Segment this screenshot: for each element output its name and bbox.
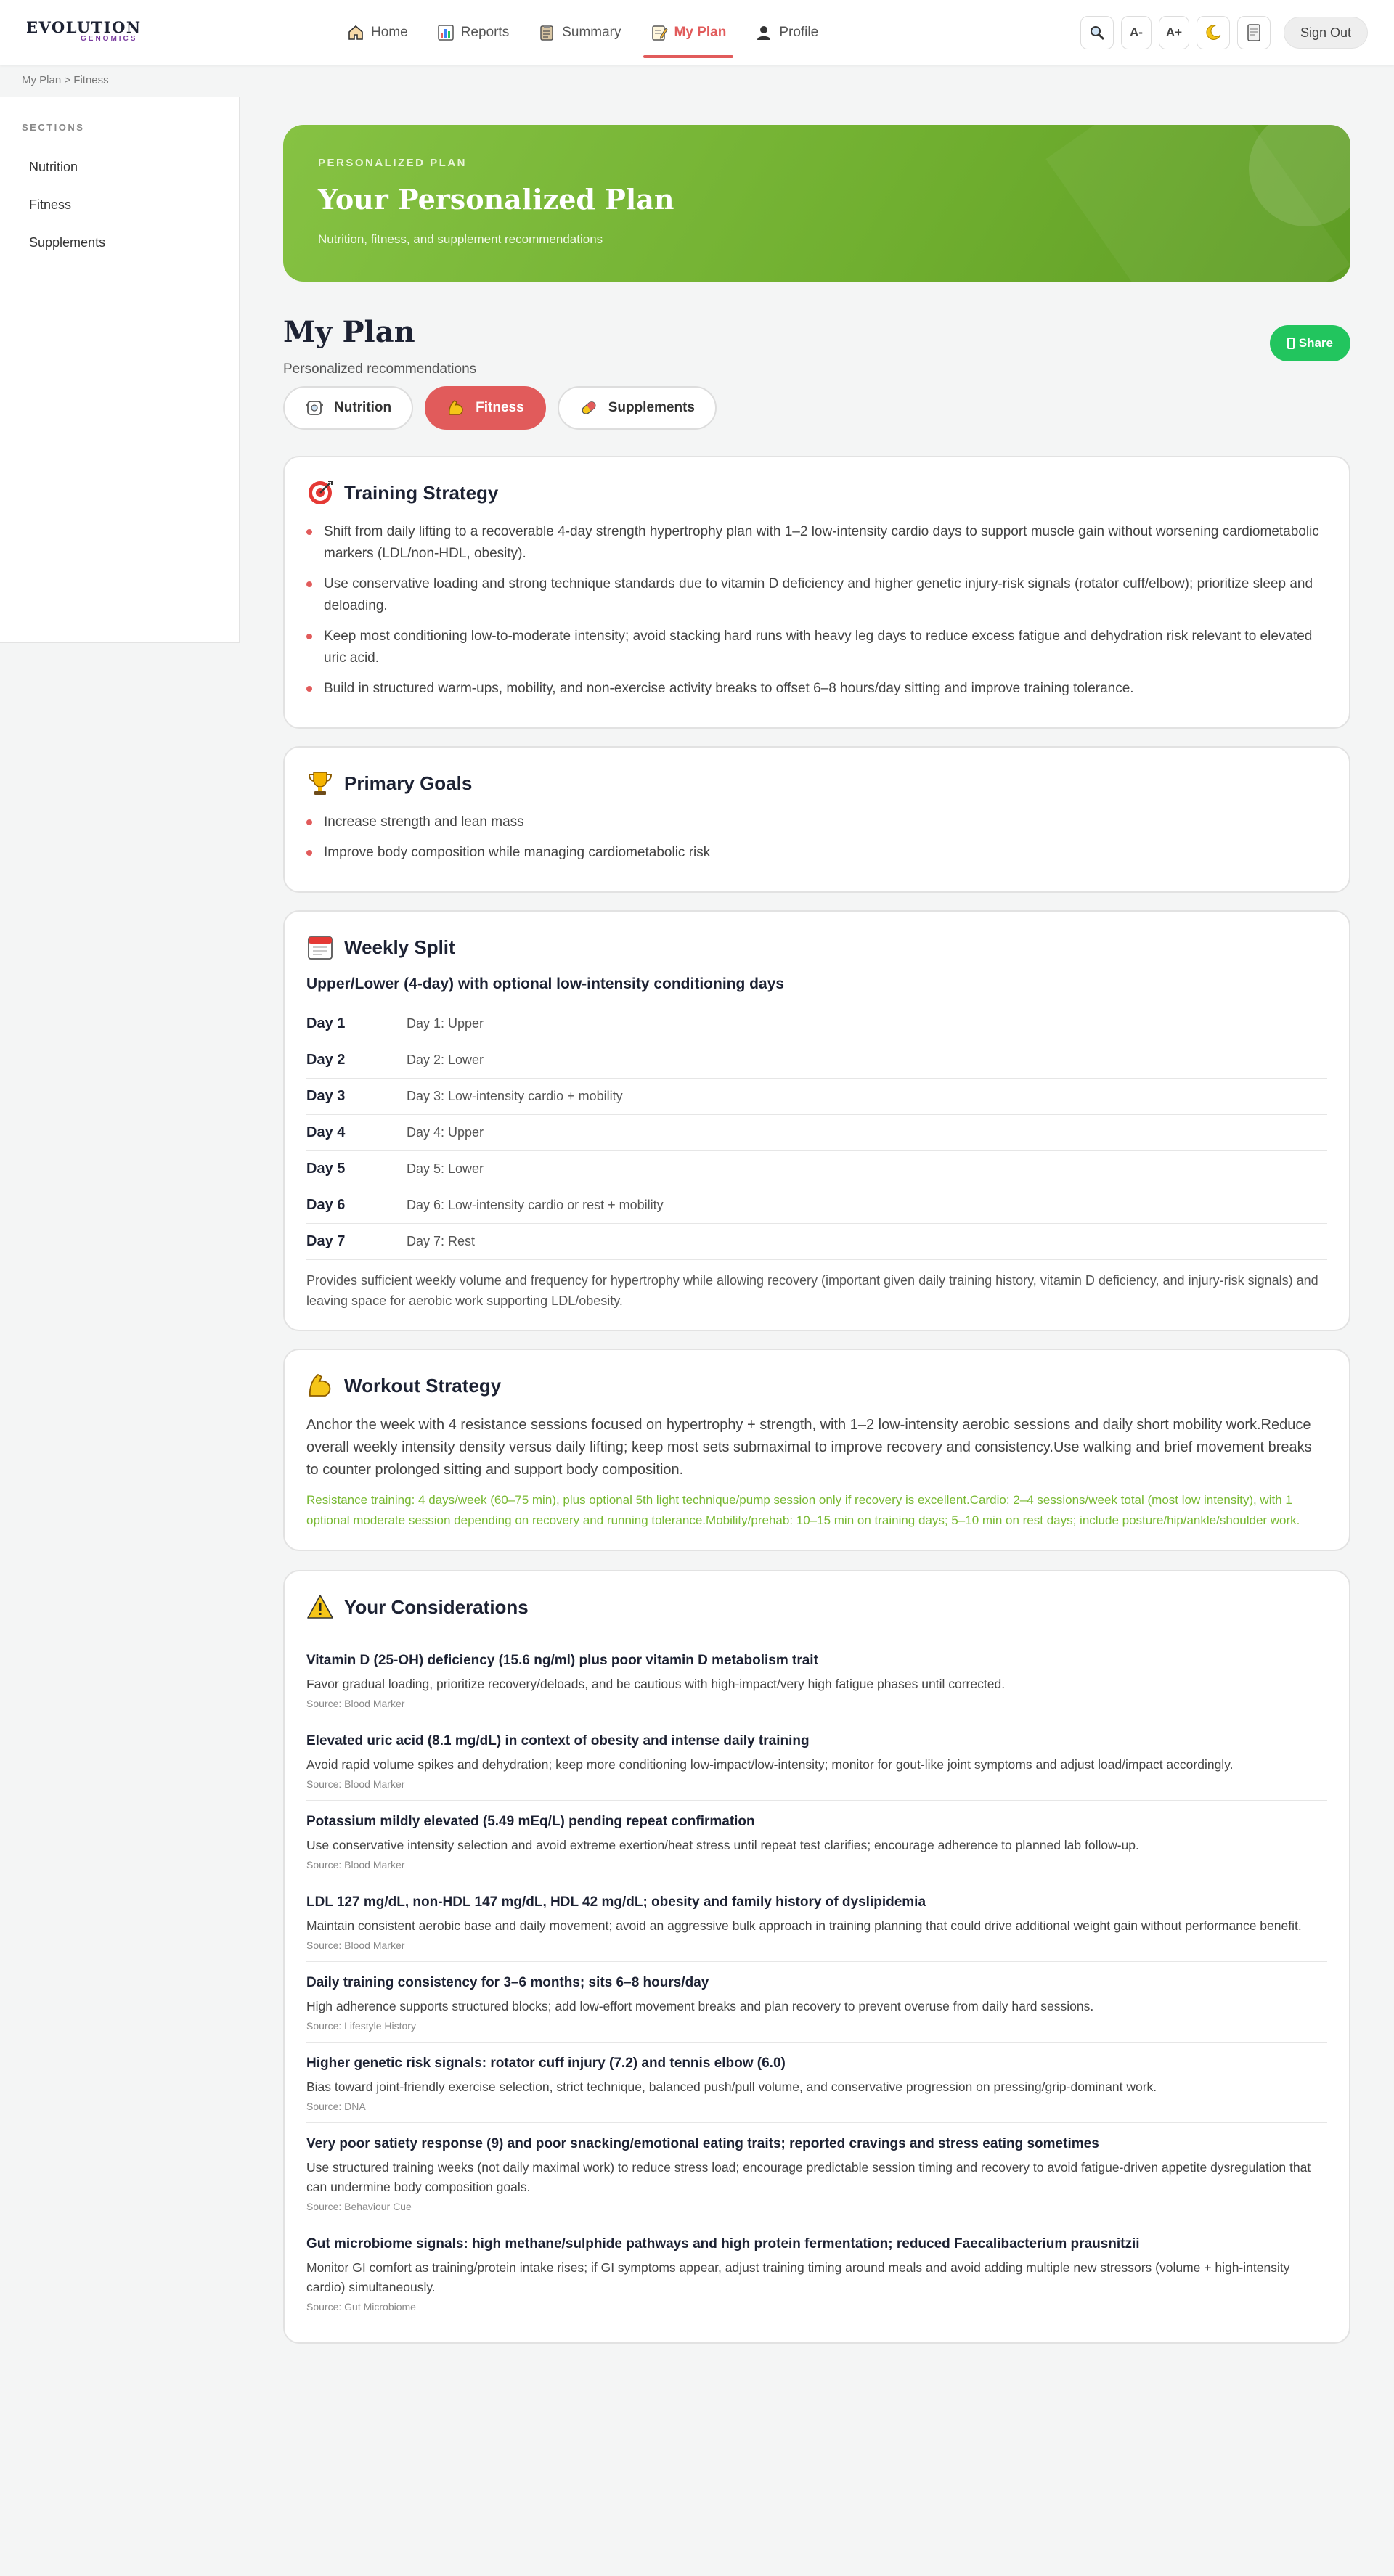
day-label: Day 1 — [306, 1015, 346, 1031]
phone-icon — [1287, 338, 1295, 349]
primary-goals-header — [306, 769, 1327, 797]
table-row — [306, 1115, 1327, 1151]
home-icon — [347, 24, 364, 41]
day-value: Day 3: Low-intensity cardio + mobility — [407, 1089, 623, 1103]
nav-reports-label: Reports — [460, 25, 510, 40]
weekly-split-header — [306, 933, 1327, 961]
plan-tabs — [283, 386, 717, 430]
workout-strategy-text: Anchor the week with 4 resistance sessions focused on hypertrophy + strength, with 1–2 low-intensity aerobic sessions and daily short mobility work.Reduce overall weekly intensity density versus daily lifting; keep most sets submaximal to improve recovery and consistency.Use walking and brief movement breaks to counter prolonged sitting and support body composition. — [306, 1417, 1312, 1478]
day-label: Day 7 — [306, 1233, 346, 1249]
primary-goals-title: Primary Goals — [344, 772, 473, 794]
weekly-split-title: Weekly Split — [344, 936, 455, 958]
consideration-text: Maintain consistent aerobic base and daily movement; avoid an aggressive bulk approach in training planning that could drive additional weight gain without performance benefit. — [306, 1918, 1302, 1933]
consideration-title: Potassium mildly elevated (5.49 mEq/L) pending repeat confirmation — [306, 1814, 755, 1829]
top-header — [0, 0, 1394, 65]
font-decrease-button[interactable]: A- — [1121, 16, 1152, 49]
list-item — [306, 1640, 1327, 1720]
main-nav — [334, 0, 831, 65]
font-increase-button[interactable]: A+ — [1159, 16, 1189, 49]
primary-goals-card — [283, 746, 1350, 893]
tab-nutrition[interactable] — [283, 386, 413, 430]
share-label: Share — [1298, 336, 1333, 350]
consideration-text: High adherence supports structured blocks; add low-effort movement breaks and plan recovery to prevent overuse from daily hard sessions. — [306, 1999, 1094, 2013]
consideration-text: Use conservative intensity selection and avoid extreme exertion/heat stress until repeat test clarifies; encourage adherence to planned lab follow-up. — [306, 1838, 1139, 1852]
training-strategy-header — [306, 479, 1327, 507]
sidebar-item-supplements[interactable]: Supplements — [29, 235, 106, 250]
consideration-title: Gut microbiome signals: high methane/sulphide pathways and high protein fermentation; reduced Faecalibacterium prausnitzii — [306, 2236, 1140, 2252]
list-item — [306, 1720, 1327, 1801]
list-item: Keep most conditioning low-to-moderate intensity; avoid stacking hard runs with heavy leg days to reduce excess fatigue and dehydration risk relevant to elevated uric acid. — [306, 626, 1327, 669]
day-label: Day 4 — [306, 1124, 346, 1140]
search-icon — [1088, 24, 1106, 41]
nav-my-plan-label: My Plan — [674, 25, 727, 40]
clipboard-icon — [538, 24, 555, 41]
hero-banner — [283, 125, 1350, 282]
nav-summary-label: Summary — [562, 25, 621, 40]
consideration-title: Elevated uric acid (8.1 mg/dL) in context of obesity and intense daily training — [306, 1733, 810, 1749]
breadcrumb[interactable]: My Plan > Fitness — [22, 74, 109, 86]
nav-home[interactable] — [334, 17, 421, 48]
nav-profile-label: Profile — [779, 25, 819, 40]
considerations-card — [283, 1570, 1350, 2344]
logo[interactable] — [26, 18, 142, 43]
table-row — [306, 1006, 1327, 1042]
trophy-icon — [306, 769, 334, 797]
day-value: Day 7: Rest — [407, 1234, 476, 1248]
consideration-text: Avoid rapid volume spikes and dehydration; keep more conditioning low-impact/low-intensity; monitor for gout-like joint symptoms and adjust load/impact accordingly. — [306, 1757, 1234, 1772]
calendar-icon — [306, 933, 334, 961]
bar-chart-icon — [437, 24, 455, 41]
nav-summary[interactable] — [525, 17, 634, 48]
hero-title: Your Personalized Plan — [318, 183, 674, 216]
consideration-title: Higher genetic risk signals: rotator cuff injury (7.2) and tennis elbow (6.0) — [306, 2056, 786, 2071]
list-item — [306, 1962, 1327, 2043]
list-item — [306, 2043, 1327, 2123]
page-title: My Plan — [283, 315, 415, 349]
training-strategy-card — [283, 456, 1350, 729]
sidebar — [0, 97, 240, 643]
nav-profile[interactable] — [742, 17, 831, 48]
table-row — [306, 1079, 1327, 1115]
consideration-source: Source: Blood Marker — [306, 1778, 405, 1790]
search-button[interactable] — [1080, 16, 1114, 49]
document-button[interactable] — [1237, 16, 1271, 49]
workout-strategy-highlight: Resistance training: 4 days/week (60–75 min), plus optional 5th light technique/pump session only if recovery is excellent.Cardio: 2–4 sessions/week total (most low intensity), with 1 optional moderate session depending on recovery and running tolerance.Mobility/prehab: 10–15 min on training days; 5–10 min on rest days; include posture/hip/ankle/shoulder work. — [306, 1493, 1300, 1527]
consideration-text: Favor gradual loading, prioritize recovery/deloads, and be cautious with high-impact/very high fatigue phases until corrected. — [306, 1677, 1006, 1691]
logo-main: EVOLUTION — [26, 18, 142, 36]
pill-icon — [579, 398, 598, 417]
workout-strategy-header — [306, 1372, 1327, 1399]
consideration-text: Monitor GI comfort as training/protein intake rises; if GI symptoms appear, adjust training timing around meals and avoid adding multiple new stressors (volume + high-intensity cardio) simultaneously. — [306, 2260, 1290, 2294]
list-item: Increase strength and lean mass — [306, 811, 1327, 833]
dark-mode-button[interactable] — [1197, 16, 1230, 49]
target-icon — [306, 479, 334, 507]
primary-goals-list — [306, 811, 1327, 864]
day-label: Day 2 — [306, 1052, 346, 1068]
food-icon — [305, 398, 324, 417]
list-item — [306, 2123, 1327, 2223]
share-button[interactable] — [1270, 325, 1350, 361]
flexed-arm-icon — [306, 1372, 334, 1399]
consideration-source: Source: Gut Microbiome — [306, 2301, 416, 2313]
table-row — [306, 1224, 1327, 1260]
day-label: Day 6 — [306, 1197, 346, 1213]
hero-eyebrow: PERSONALIZED PLAN — [318, 157, 468, 169]
consideration-text: Use structured training weeks (not daily maximal work) to reduce stress load; encourage predictable session timing and recovery to avoid fatigue-driven appetite dysregulation that can undermine body composition goals. — [306, 2160, 1311, 2194]
workout-strategy-title: Workout Strategy — [344, 1374, 502, 1397]
table-row — [306, 1042, 1327, 1079]
sidebar-item-nutrition[interactable]: Nutrition — [29, 160, 78, 174]
consideration-title: LDL 127 mg/dL, non-HDL 147 mg/dL, HDL 42 mg/dL; obesity and family history of dyslipidemia — [306, 1894, 926, 1910]
day-value: Day 6: Low-intensity cardio or rest + mobility — [407, 1198, 664, 1212]
day-label: Day 5 — [306, 1161, 346, 1177]
weekly-split-card — [283, 910, 1350, 1331]
sign-out-button[interactable]: Sign Out — [1284, 17, 1368, 49]
consideration-source: Source: Blood Marker — [306, 1698, 405, 1709]
tab-fitness[interactable] — [425, 386, 546, 430]
consideration-text: Bias toward joint-friendly exercise selection, strict technique, balanced push/pull volume, and conservative progression on pressing/grip-dominant work. — [306, 2080, 1157, 2094]
weekly-split-subtitle: Upper/Lower (4-day) with optional low-intensity conditioning days — [306, 976, 785, 992]
nav-my-plan[interactable] — [637, 17, 740, 48]
moon-icon — [1204, 23, 1223, 42]
tab-fitness-label: Fitness — [476, 400, 524, 415]
list-item: Improve body composition while managing cardiometabolic risk — [306, 842, 1327, 864]
list-item — [306, 1881, 1327, 1962]
consideration-source: Source: Blood Marker — [306, 1859, 405, 1870]
nav-reports[interactable] — [424, 17, 523, 48]
day-value: Day 1: Upper — [407, 1016, 484, 1031]
consideration-source: Source: Blood Marker — [306, 1939, 405, 1951]
table-row — [306, 1151, 1327, 1187]
person-icon — [755, 24, 773, 41]
list-item: Use conservative loading and strong technique standards due to vitamin D deficiency and higher genetic injury-risk signals (rotator cuff/elbow); prioritize sleep and deloading. — [306, 573, 1327, 617]
logo-sub: GENOMICS — [81, 35, 138, 43]
consideration-title: Daily training consistency for 3–6 months; sits 6–8 hours/day — [306, 1975, 709, 1990]
document-icon — [1246, 24, 1262, 41]
day-value: Day 2: Lower — [407, 1052, 484, 1067]
training-strategy-title: Training Strategy — [344, 481, 499, 504]
consideration-source: Source: DNA — [306, 2101, 366, 2112]
nav-home-label: Home — [371, 25, 408, 40]
day-label: Day 3 — [306, 1088, 346, 1104]
sidebar-item-fitness[interactable]: Fitness — [29, 197, 72, 212]
plan-header — [283, 282, 1350, 427]
warning-icon — [306, 1593, 334, 1621]
tab-supplements[interactable] — [558, 386, 717, 430]
main-content — [283, 125, 1350, 2344]
flexed-arm-icon — [447, 398, 465, 417]
tab-supplements-label: Supplements — [608, 400, 695, 415]
day-value: Day 5: Lower — [407, 1161, 484, 1176]
page-subtitle: Personalized recommendations — [283, 361, 477, 377]
workout-strategy-card — [283, 1349, 1350, 1551]
consideration-title: Very poor satiety response (9) and poor snacking/emotional eating traits; reported cravings and stress eating sometimes — [306, 2136, 1099, 2151]
weekly-split-note: Provides sufficient weekly volume and frequency for hypertrophy while allowing recovery (important given daily training history, vitamin D deficiency, and injury-risk signals) and leaving space for aerobic work supporting LDL/obesity. — [306, 1273, 1318, 1308]
list-item — [306, 2223, 1327, 2323]
hero-subtitle: Nutrition, fitness, and supplement recommendations — [318, 232, 603, 246]
training-strategy-list — [306, 521, 1327, 700]
sidebar-heading: SECTIONS — [22, 122, 85, 133]
considerations-header — [306, 1593, 1327, 1621]
consideration-source: Source: Behaviour Cue — [306, 2201, 412, 2212]
header-tools — [1080, 16, 1368, 49]
considerations-title: Your Considerations — [344, 1595, 529, 1618]
list-item — [306, 1801, 1327, 1881]
day-value: Day 4: Upper — [407, 1125, 484, 1140]
list-item: Build in structured warm-ups, mobility, and non-exercise activity breaks to offset 6–8 hours/day sitting and improve training tolerance. — [306, 678, 1327, 700]
consideration-source: Source: Lifestyle History — [306, 2020, 416, 2032]
list-item: Shift from daily lifting to a recoverable 4-day strength hypertrophy plan with 1–2 low-intensity cardio days to support muscle gain without worsening cardiometabolic markers (LDL/non-HDL, obesity). — [306, 521, 1327, 565]
consideration-title: Vitamin D (25-OH) deficiency (15.6 ng/ml) plus poor vitamin D metabolism trait — [306, 1653, 818, 1668]
notepad-icon — [651, 24, 668, 41]
table-row — [306, 1187, 1327, 1224]
tab-nutrition-label: Nutrition — [334, 400, 392, 415]
